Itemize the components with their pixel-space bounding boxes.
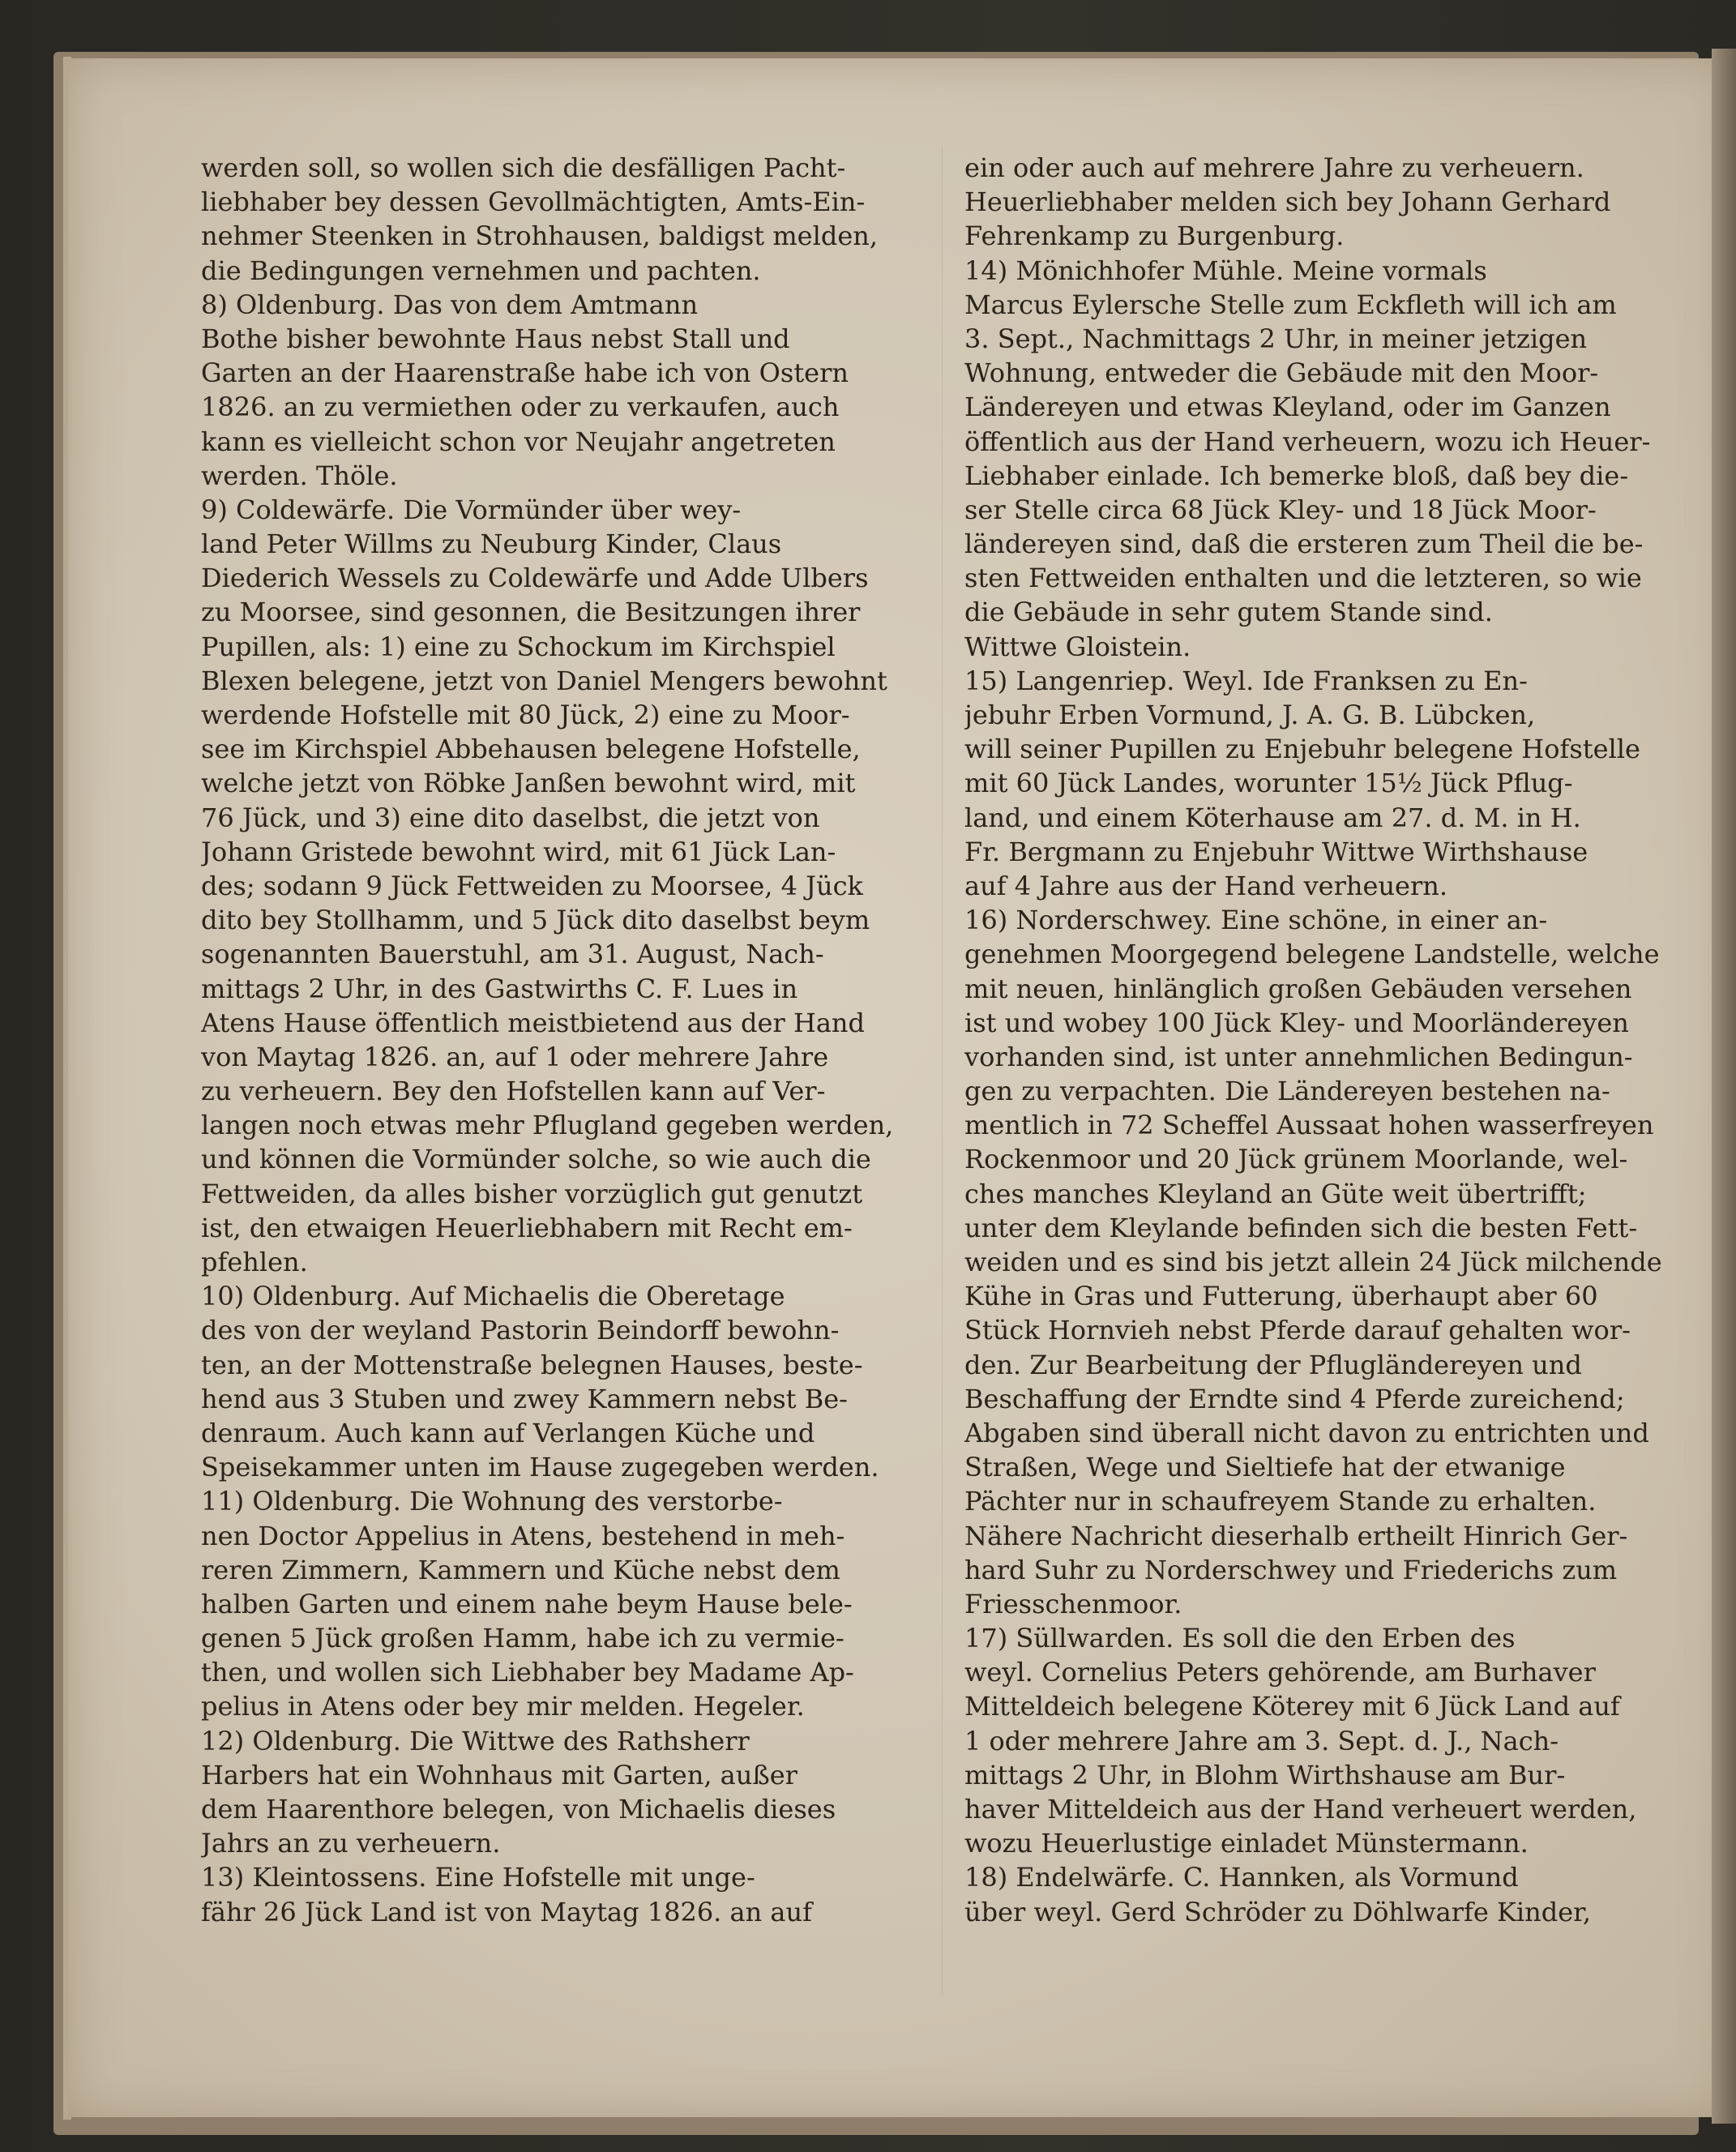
text-line: Wohnung, entweder die Gebäude mit den Moor-	[964, 357, 1599, 389]
text-line: Fr. Bergmann zu Enjebuhr Wittwe Wirthshause	[964, 836, 1588, 867]
text-line: 8) Oldenburg. Das von dem Amtmann	[201, 289, 699, 320]
text-line: nen Doctor Appelius in Atens, bestehend in meh-	[201, 1520, 845, 1551]
text-line: Harbers hat ein Wohnhaus mit Garten, außer	[201, 1759, 797, 1790]
text-line: reren Zimmern, Kammern und Küche nebst dem	[201, 1554, 840, 1585]
text-line: 76 Jück, und 3) eine dito daselbst, die jetzt von	[201, 802, 820, 833]
text-line: genen 5 Jück großen Hamm, habe ich zu vermie-	[201, 1623, 844, 1654]
text-line: Johann Gristede bewohnt wird, mit 61 Jück Lan-	[201, 836, 836, 867]
text-line: Fehrenkamp zu Burgenburg.	[964, 220, 1345, 252]
text-line: Speisekammer unten im Hause zugegeben werden.	[201, 1452, 879, 1483]
text-line: then, und wollen sich Liebhaber bey Madame Ap-	[201, 1657, 854, 1688]
text-line: Diederich Wessels zu Coldewärfe und Adde Ulbers	[201, 563, 869, 594]
text-line: pfehlen.	[201, 1247, 308, 1277]
text-line: Marcus Eylersche Stelle zum Eckfleth will ich am	[964, 289, 1617, 320]
text-line: Atens Hause öffentlich meistbietend aus der Hand	[201, 1007, 866, 1038]
text-line: ten, an der Mottenstraße belegnen Hauses, beste-	[201, 1349, 863, 1380]
text-line: mittags 2 Uhr, in Blohm Wirthshause am Bur-	[964, 1759, 1566, 1790]
text-line: unter dem Kleylande befinden sich die besten Fett-	[964, 1212, 1638, 1243]
text-line: halben Garten und einem nahe beym Hause bele-	[201, 1588, 853, 1619]
text-line: werden. Thöle.	[201, 460, 398, 491]
text-line: jebuhr Erben Vormund, J. A. G. B. Lübcken,	[964, 700, 1536, 730]
book-binding-edge	[1712, 49, 1736, 2124]
text-line: die Bedingungen vernehmen und pachten.	[201, 255, 761, 286]
text-line: kann es vielleicht schon vor Neujahr angetreten	[201, 426, 836, 457]
text-line: 1 oder mehrere Jahre am 3. Sept. d. J., Nach-	[964, 1725, 1559, 1756]
text-line: 16) Norderschwey. Eine schöne, in einer an-	[964, 905, 1548, 936]
text-line: weyl. Cornelius Peters gehörende, am Burhaver	[964, 1657, 1596, 1688]
text-line: Straßen, Wege und Sieltiefe hat der etwanige	[964, 1452, 1566, 1483]
text-line: langen noch etwas mehr Pflugland gegeben werden,	[201, 1110, 894, 1141]
text-line: 11) Oldenburg. Die Wohnung des verstorbe-	[201, 1486, 783, 1517]
text-line: wozu Heuerlustige einladet Münstermann.	[964, 1828, 1529, 1859]
text-line: Nähere Nachricht dieserhalb ertheilt Hinrich Ger-	[964, 1520, 1628, 1551]
text-line: zu Moorsee, sind gesonnen, die Besitzungen ihrer	[201, 597, 861, 628]
text-line: Fettweiden, da alles bisher vorzüglich gut genutzt	[201, 1178, 863, 1209]
text-line: zu verheuern. Bey den Hofstellen kann auf Ver-	[201, 1076, 826, 1107]
text-line: Bothe bisher bewohnte Haus nebst Stall und	[201, 323, 790, 354]
text-line: 15) Langenriep. Weyl. Ide Franksen zu En-	[964, 665, 1528, 696]
text-line: dito bey Stollhamm, und 5 Jück dito daselbst beym	[201, 905, 870, 936]
text-line: ist und wobey 100 Jück Kley- und Moorländereyen	[964, 1007, 1629, 1038]
text-line: welche jetzt von Röbke Janßen bewohnt wird, mit	[201, 768, 856, 799]
text-line: über weyl. Gerd Schröder zu Döhlwarfe Kinder,	[964, 1896, 1592, 1927]
text-line: land, und einem Köterhause am 27. d. M. in H.	[964, 802, 1581, 833]
text-line: hend aus 3 Stuben und zwey Kammern nebst Be-	[201, 1383, 848, 1414]
text-line: werden soll, so wollen sich die desfälligen Pacht-	[201, 152, 846, 183]
text-line: will seiner Pupillen zu Enjebuhr belegene Hofstelle	[964, 734, 1640, 765]
text-line: Wittwe Gloistein.	[964, 631, 1191, 662]
text-line: ein oder auch auf mehrere Jahre zu verheuern.	[964, 152, 1584, 183]
text-line: sogenannten Bauerstuhl, am 31. August, Nach-	[201, 939, 824, 970]
text-line: see im Kirchspiel Abbehausen belegene Hofstelle,	[201, 734, 861, 765]
text-line: ches manches Kleyland an Güte weit übertrifft;	[964, 1178, 1587, 1209]
text-line: Blexen belegene, jetzt von Daniel Mengers bewohnt	[201, 665, 887, 696]
text-line: Mitteldeich belegene Köterey mit 6 Jück Land auf	[964, 1691, 1620, 1722]
text-line: dem Haarenthore belegen, von Michaelis dieses	[201, 1794, 836, 1825]
text-line: Pupillen, als: 1) eine zu Schockum im Kirchspiel	[201, 631, 836, 662]
text-line: des; sodann 9 Jück Fettweiden zu Moorsee, 4 Jück	[201, 870, 863, 901]
text-line: nehmer Steenken in Strohhausen, baldigst melden,	[201, 220, 879, 252]
text-line: Garten an der Haarenstraße habe ich von Ostern	[201, 357, 849, 389]
text-line: Rockenmoor und 20 Jück grünem Moorlande, wel-	[964, 1144, 1628, 1175]
text-line: land Peter Willms zu Neuburg Kinder, Claus	[201, 528, 782, 560]
text-line: Stück Hornvieh nebst Pferde darauf gehalten wor-	[964, 1315, 1631, 1346]
text-line: 12) Oldenburg. Die Wittwe des Rathsherr	[201, 1725, 750, 1756]
text-line: mentlich in 72 Scheffel Aussaat hohen wasserfreyen	[964, 1110, 1654, 1141]
text-line: fähr 26 Jück Land ist von Maytag 1826. an auf	[201, 1896, 812, 1927]
text-line: haver Mitteldeich aus der Hand verheuert werden,	[964, 1794, 1637, 1825]
text-line: pelius in Atens oder bey mir melden. Hegeler.	[201, 1691, 805, 1722]
text-line: 13) Kleintossens. Eine Hofstelle mit unge-	[201, 1862, 755, 1893]
text-line: 18) Endelwärfe. C. Hannken, als Vormund	[964, 1862, 1519, 1893]
text-line: Pächter nur in schaufreyem Stande zu erhalten.	[964, 1486, 1597, 1517]
text-line: Beschaffung der Erndte sind 4 Pferde zureichend;	[964, 1383, 1625, 1414]
text-line: mit neuen, hinlänglich großen Gebäuden versehen	[964, 973, 1632, 1004]
text-line: ländereyen sind, daß die ersteren zum Theil die be-	[964, 528, 1644, 560]
text-line: öffentlich aus der Hand verheuern, wozu ich Heuer-	[964, 426, 1651, 457]
text-line: Heuerliebhaber melden sich bey Johann Gerhard	[964, 186, 1611, 218]
text-line: liebhaber bey dessen Gevollmächtigten, Amts-Ein-	[201, 186, 866, 218]
text-line: 3. Sept., Nachmittags 2 Uhr, in meiner jetzigen	[964, 323, 1588, 354]
text-line: und können die Vormünder solche, so wie auch die	[201, 1144, 871, 1175]
text-line: 10) Oldenburg. Auf Michaelis die Oberetage	[201, 1281, 785, 1312]
column-gutter	[942, 146, 943, 1994]
text-line: ser Stelle circa 68 Jück Kley- und 18 Jück Moor-	[964, 494, 1597, 525]
text-line: Abgaben sind überall nicht davon zu entrichten und	[964, 1417, 1649, 1448]
text-line: 1826. an zu vermiethen oder zu verkaufen, auch	[201, 391, 840, 423]
text-line: Friesschenmoor.	[964, 1588, 1182, 1619]
text-line: von Maytag 1826. an, auf 1 oder mehrere Jahre	[201, 1041, 829, 1072]
text-line: den. Zur Bearbeitung der Pflugländereyen und	[964, 1349, 1582, 1380]
left-text-column	[201, 151, 930, 1929]
text-line: 17) Süllwarden. Es soll die den Erben des	[964, 1623, 1516, 1654]
text-line: des von der weyland Pastorin Beindorff bewohn-	[201, 1315, 840, 1346]
right-text-column	[964, 151, 1694, 1929]
text-line: sten Fettweiden enthalten und die letzteren, so wie	[964, 563, 1642, 594]
text-line: ist, den etwaigen Heuerliebhabern mit Recht em-	[201, 1212, 853, 1243]
text-line: genehmen Moorgegend belegene Landstelle, welche	[964, 939, 1660, 970]
text-line: denraum. Auch kann auf Verlangen Küche und	[201, 1417, 815, 1448]
text-line: 14) Mönichhofer Mühle. Meine vormals	[964, 255, 1487, 286]
text-line: gen zu verpachten. Die Ländereyen bestehen na-	[964, 1076, 1610, 1107]
text-line: 9) Coldewärfe. Die Vormünder über wey-	[201, 494, 742, 525]
text-line: Ländereyen und etwas Kleyland, oder im Ganzen	[964, 391, 1611, 423]
text-line: vorhanden sind, ist unter annehmlichen Bedingun-	[964, 1041, 1633, 1072]
text-line: auf 4 Jahre aus der Hand verheuern.	[964, 870, 1448, 901]
text-line: werdende Hofstelle mit 80 Jück, 2) eine zu Moor-	[201, 700, 850, 730]
text-line: hard Suhr zu Norderschwey und Friederichs zum	[964, 1554, 1618, 1585]
text-line: mit 60 Jück Landes, worunter 15½ Jück Pflug-	[964, 768, 1573, 799]
text-line: die Gebäude in sehr gutem Stande sind.	[964, 597, 1493, 628]
text-line: Liebhaber einlade. Ich bemerke bloß, daß bey die-	[964, 460, 1629, 491]
text-line: Jahrs an zu verheuern.	[201, 1828, 501, 1859]
text-line: weiden und es sind bis jetzt allein 24 Jück milchende	[964, 1247, 1662, 1277]
text-line: Kühe in Gras und Futterung, überhaupt aber 60	[964, 1281, 1598, 1312]
text-line: mittags 2 Uhr, in des Gastwirths C. F. Lues in	[201, 973, 798, 1004]
